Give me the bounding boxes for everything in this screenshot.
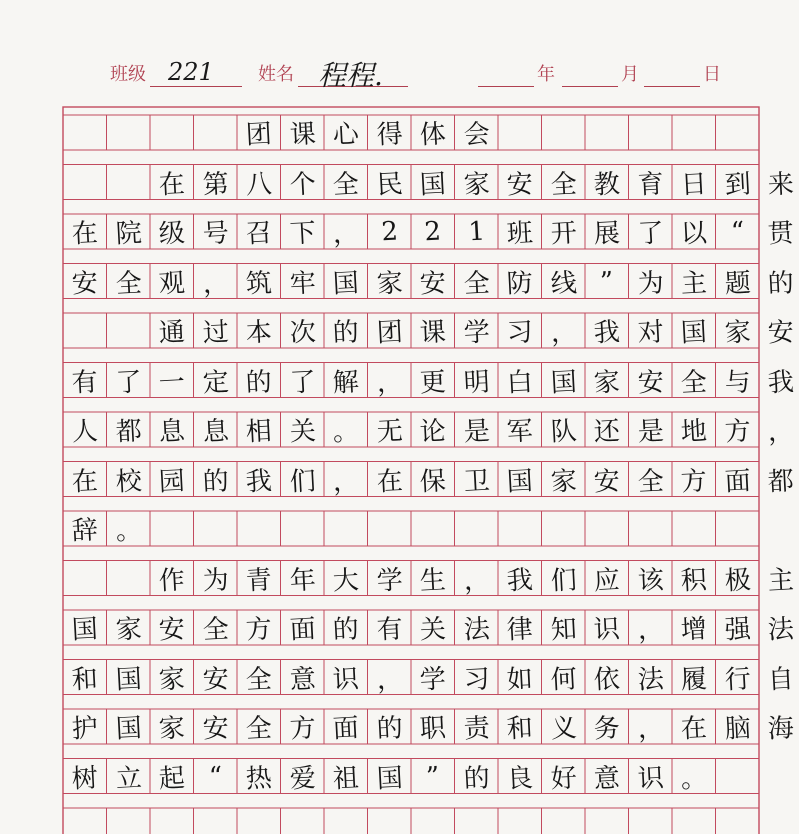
essay-character: 以 <box>680 218 708 250</box>
essay-character: 履 <box>680 663 708 696</box>
essay-character: 过 <box>201 317 230 349</box>
essay-character: 和 <box>71 663 99 696</box>
essay-character: 了 <box>114 366 143 399</box>
essay-character: 国 <box>506 465 534 498</box>
essay-character: 的 <box>245 366 273 399</box>
essay-character: 家 <box>158 663 186 696</box>
essay-character: 保 <box>419 465 447 498</box>
essay-character: 有 <box>71 366 99 399</box>
essay-character: 息 <box>158 416 186 448</box>
month-label: 月 <box>621 64 639 85</box>
essay-character: 增 <box>680 614 708 646</box>
essay-character: 1 <box>467 216 486 247</box>
essay-character: 卫 <box>462 465 491 498</box>
essay-character: 关 <box>419 614 447 646</box>
essay-character: 全 <box>549 168 578 201</box>
essay-character: 无 <box>375 416 404 448</box>
essay-character: 我 <box>593 317 621 349</box>
essay-character: 安 <box>158 614 186 646</box>
essay-character: 全 <box>462 267 491 300</box>
essay-character: 在 <box>71 465 99 498</box>
essay-character: 家 <box>549 465 578 498</box>
essay-character: 国 <box>549 366 578 399</box>
essay-character: 我 <box>767 366 795 399</box>
essay-character: 更 <box>419 366 447 399</box>
essay-character: 我 <box>506 564 534 597</box>
essay-character: 习 <box>462 663 491 696</box>
essay-character: “ <box>207 760 223 792</box>
essay-character: 我 <box>245 465 273 498</box>
essay-character: 了 <box>636 218 665 250</box>
essay-character: 都 <box>114 416 143 448</box>
essay-character: 务 <box>593 713 621 745</box>
essay-character: ” <box>599 265 615 297</box>
essay-character: 2 <box>380 216 399 247</box>
essay-character: 习 <box>506 317 534 349</box>
essay-character: 方 <box>723 416 752 448</box>
essay-character: 全 <box>201 614 230 646</box>
essay-character: ， <box>332 218 360 250</box>
essay-character: 积 <box>680 564 708 597</box>
essay-character: 学 <box>375 564 404 597</box>
essay-character: 安 <box>593 465 621 498</box>
essay-character: 校 <box>114 465 143 498</box>
essay-character: ， <box>636 713 665 745</box>
essay-character: 年 <box>288 564 317 597</box>
essay-character: 热 <box>245 762 273 795</box>
essay-character: 心 <box>332 119 360 151</box>
essay-character: 都 <box>767 465 795 498</box>
year-label: 年 <box>537 64 555 85</box>
essay-character: 关 <box>288 416 317 448</box>
essay-character: 爱 <box>288 762 317 795</box>
essay-character: 安 <box>419 267 447 300</box>
essay-character: 面 <box>288 614 317 646</box>
essay-character: ， <box>375 663 404 696</box>
essay-character: 息 <box>201 416 230 448</box>
essay-character: 义 <box>549 713 578 745</box>
essay-character: 方 <box>245 614 273 646</box>
essay-character: 地 <box>680 416 708 448</box>
class-label: 班级 <box>110 64 146 85</box>
essay-character: 本 <box>245 317 273 349</box>
essay-character: 人 <box>71 416 99 448</box>
essay-character: 级 <box>158 218 186 250</box>
essay-character: 强 <box>723 614 752 646</box>
essay-character: 大 <box>332 564 360 597</box>
essay-character: 团 <box>375 317 404 349</box>
essay-character: 全 <box>245 663 273 696</box>
essay-character: 在 <box>71 218 99 250</box>
essay-character: 在 <box>158 168 186 201</box>
essay-character: 的 <box>462 762 491 795</box>
essay-character: 来 <box>767 168 795 201</box>
essay-character: 法 <box>636 663 665 696</box>
essay-character: 全 <box>114 267 143 300</box>
essay-character: 何 <box>549 663 578 696</box>
essay-character: 国 <box>332 267 360 300</box>
essay-character: 定 <box>201 366 230 399</box>
essay-character: 知 <box>549 614 578 646</box>
essay-character: 下 <box>288 218 317 250</box>
essay-character: 面 <box>332 713 360 745</box>
essay-character: 行 <box>723 663 752 696</box>
essay-character: 生 <box>419 564 447 597</box>
essay-character: 号 <box>201 218 230 250</box>
essay-character: 民 <box>375 168 404 201</box>
essay-character: 。 <box>680 762 708 795</box>
essay-character: 祖 <box>332 762 360 795</box>
essay-character: 防 <box>506 267 534 300</box>
name-value: 程程. <box>318 59 383 92</box>
essay-character: 们 <box>549 564 578 597</box>
essay-character: 与 <box>723 366 752 399</box>
essay-character: 还 <box>593 416 621 448</box>
essay-character: 脑 <box>723 713 752 745</box>
essay-character: 的 <box>332 317 360 349</box>
essay-character: 识 <box>332 663 360 696</box>
essay-character: 到 <box>723 168 752 201</box>
essay-character: 良 <box>506 762 534 795</box>
essay-character: 护 <box>71 713 99 745</box>
essay-character: 家 <box>114 614 143 646</box>
essay-character: 开 <box>549 218 578 250</box>
essay-character: 意 <box>288 663 317 696</box>
essay-character: 职 <box>419 713 447 745</box>
essay-character: 通 <box>158 317 186 349</box>
essay-character: 方 <box>680 465 708 498</box>
essay-character: 律 <box>506 614 534 646</box>
essay-character: 全 <box>636 465 665 498</box>
essay-character: 是 <box>636 416 665 448</box>
essay-character: 法 <box>462 614 491 646</box>
essay-character: ， <box>375 366 404 399</box>
essay-character: 白 <box>506 366 534 399</box>
essay-character: 2 <box>423 216 442 247</box>
essay-character: 筑 <box>245 267 273 300</box>
essay-character: 极 <box>723 564 752 597</box>
essay-character: 安 <box>767 317 795 349</box>
essay-character: 全 <box>680 366 708 399</box>
essay-character: 国 <box>71 614 99 646</box>
essay-character: 个 <box>288 168 317 201</box>
essay-character: 的 <box>201 465 230 498</box>
essay-character: 面 <box>723 465 752 498</box>
essay-character: ” <box>425 760 441 792</box>
essay-character: 树 <box>71 762 99 795</box>
class-value: 221 <box>168 58 214 86</box>
essay-character: 相 <box>245 416 273 448</box>
essay-character: 园 <box>158 465 186 498</box>
essay-character: 为 <box>201 564 230 597</box>
essay-character: 班 <box>506 218 534 250</box>
essay-character: 日 <box>680 168 708 201</box>
essay-character: ， <box>767 416 795 448</box>
essay-character: 第 <box>201 168 230 201</box>
essay-character: 军 <box>506 416 534 448</box>
essay-character: 课 <box>288 119 317 151</box>
essay-character: 题 <box>723 267 752 300</box>
essay-character: 一 <box>158 366 186 399</box>
essay-character: 队 <box>549 416 578 448</box>
essay-character: 安 <box>201 713 230 745</box>
essay-character: 全 <box>245 713 273 745</box>
essay-character: 青 <box>245 564 273 597</box>
essay-character: 安 <box>71 267 99 300</box>
essay-character: 安 <box>636 366 665 399</box>
essay-character: 在 <box>680 713 708 745</box>
essay-character: “ <box>729 216 745 247</box>
essay-character: 好 <box>549 762 578 795</box>
essay-character: 在 <box>375 465 404 498</box>
essay-character: 的 <box>332 614 360 646</box>
essay-character: 。 <box>332 416 360 448</box>
essay-character: 责 <box>462 713 491 745</box>
essay-character: 教 <box>593 168 621 201</box>
essay-character: 会 <box>462 119 491 151</box>
name-label: 姓名 <box>258 64 294 85</box>
essay-character: 辞 <box>71 515 99 547</box>
essay-character: 全 <box>332 168 360 201</box>
essay-character: 为 <box>636 267 665 300</box>
essay-character: 自 <box>767 663 795 696</box>
essay-character: 国 <box>114 663 143 696</box>
essay-character: 明 <box>462 366 491 399</box>
essay-character: 的 <box>375 713 404 745</box>
essay-character: 贯 <box>767 218 795 250</box>
essay-character: 意 <box>593 762 621 795</box>
essay-character: 课 <box>419 317 447 349</box>
essay-character: 识 <box>593 614 621 646</box>
essay-character: 们 <box>288 465 317 498</box>
essay-character: 主 <box>680 267 708 300</box>
essay-character: 识 <box>636 762 665 795</box>
essay-character: ， <box>332 465 360 498</box>
essay-character: 得 <box>375 119 404 151</box>
essay-character: 如 <box>506 663 534 696</box>
essay-character: 海 <box>767 713 795 745</box>
essay-character: 法 <box>767 614 795 646</box>
grid-row <box>63 511 759 546</box>
essay-character: 方 <box>288 713 317 745</box>
essay-character: 立 <box>114 762 143 795</box>
essay-character: 主 <box>767 564 795 597</box>
essay-character: 次 <box>288 317 317 349</box>
essay-character: 家 <box>723 317 752 349</box>
essay-character: ， <box>201 267 230 300</box>
essay-character: 应 <box>593 564 621 597</box>
essay-character: 的 <box>767 267 795 300</box>
essay-character: ， <box>549 317 578 349</box>
essay-character: 线 <box>549 267 578 300</box>
essay-character: ， <box>636 614 665 646</box>
essay-character: 八 <box>245 168 273 201</box>
essay-character: 国 <box>680 317 708 349</box>
essay-character: 是 <box>462 416 491 448</box>
essay-character: 有 <box>375 614 404 646</box>
essay-character: 依 <box>593 663 621 696</box>
essay-character: 家 <box>375 267 404 300</box>
essay-character: 牢 <box>288 267 317 300</box>
essay-character: 家 <box>462 168 491 201</box>
essay-character: 家 <box>593 366 621 399</box>
essay-character: 展 <box>593 218 621 250</box>
essay-character: 观 <box>158 267 186 300</box>
essay-character: 和 <box>506 713 534 745</box>
essay-character: ， <box>462 564 491 597</box>
essay-character: 国 <box>419 168 447 201</box>
essay-character: 起 <box>158 762 186 795</box>
essay-character: 召 <box>245 218 273 250</box>
grid-row <box>63 808 759 834</box>
essay-character: 了 <box>288 366 317 399</box>
essay-character: 该 <box>636 564 665 597</box>
essay-character: 论 <box>419 416 447 448</box>
essay-character: 安 <box>201 663 230 696</box>
essay-character: 团 <box>245 119 273 151</box>
essay-character: 作 <box>158 564 186 597</box>
essay-character: 院 <box>114 218 143 250</box>
essay-character: 安 <box>506 168 534 201</box>
essay-character: 学 <box>462 317 491 349</box>
essay-character: 育 <box>636 168 665 201</box>
essay-character: 体 <box>419 119 447 151</box>
essay-character: 。 <box>114 515 143 547</box>
day-label: 日 <box>703 64 721 85</box>
essay-character: 国 <box>114 713 143 745</box>
essay-character: 家 <box>158 713 186 745</box>
essay-character: 学 <box>419 663 447 696</box>
essay-character: 解 <box>332 366 360 399</box>
essay-character: 对 <box>636 317 665 349</box>
essay-character: 国 <box>375 762 404 795</box>
